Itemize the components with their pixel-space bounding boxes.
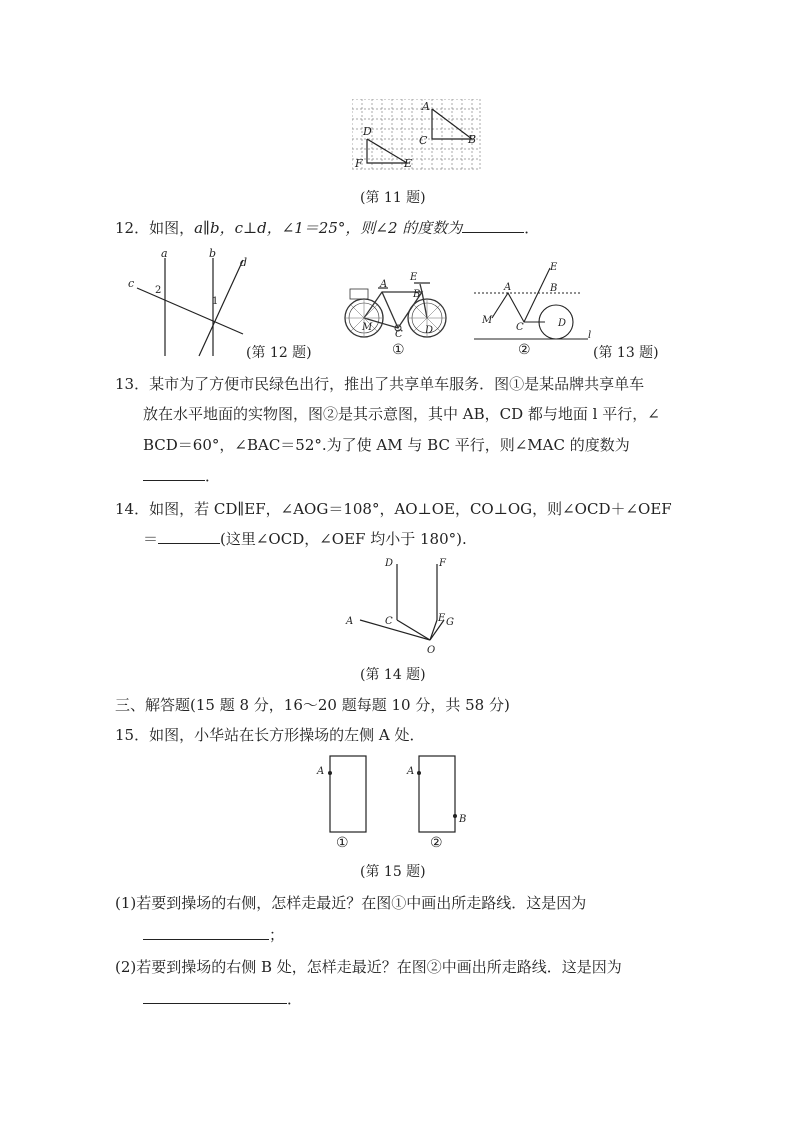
figure-13-sub2: ② [518,342,531,358]
question-number: 14． [115,500,150,518]
fig11-label-f: F [355,157,363,170]
question-number: 13． [115,375,150,393]
question-13-line4 [143,461,708,491]
figure-15-sub1: ① [336,835,349,851]
point-b [453,814,457,818]
fig12-label-d: d [240,256,248,269]
fig14-label-f: F [439,558,446,569]
ray-oa [360,620,430,640]
fig12-angle-2: 2 [155,285,162,296]
question-12-text-a: 如图， [149,219,195,237]
fig13b-label-c: C [516,322,524,333]
fig11-label-c: C [419,134,428,147]
point-a-1 [328,771,332,775]
fig13a-label-e: E [410,272,418,283]
figure-15-caption: (第 15 题) [360,864,426,880]
fig11-label-a: A [422,100,430,113]
fig13a-label-b: B [413,289,421,300]
figure-14 [340,554,465,658]
fig13b-label-m: M [482,315,493,326]
fig15-label-b: B [459,814,467,825]
question-15-part1-answer [143,920,708,950]
fig14-label-e: E [438,613,446,624]
fig14-label-o: O [427,645,436,656]
fig14-label-d: D [385,558,394,569]
question-15 [115,720,680,750]
question-12-tail: ． [524,219,540,237]
fig15-label-a1: A [317,766,325,777]
question-number: 12． [115,219,150,237]
fig13a-label-a: A [380,279,388,290]
section-3-title: 三、解答题(15 题 8 分，16～20 题每题 10 分，共 58 分) [115,696,510,714]
question-15-part2-tail: ． [287,990,303,1008]
figure-14-caption: (第 14 题) [360,667,426,683]
fig13b-label-d: D [558,318,567,329]
fig13b-label-e: E [550,262,558,273]
fig11-label-e: E [404,157,413,170]
answer-blank[interactable] [143,987,287,1004]
fig11-label-b: B [468,133,477,146]
figure-13-sub1: ① [392,342,405,358]
line-d [199,260,243,356]
fig13a-label-d: D [425,325,434,336]
question-13-line1: 某市为了方便市民绿色出行，推出了共享单车服务．图①是某品牌共享单车 [149,375,645,393]
question-15-part1: (1)若要到操场的右侧，怎样走最近？在图①中画出所走路线．这是因为 [115,894,587,912]
question-15-text: 如图，小华站在长方形操场的左侧 A 处． [149,726,425,744]
field-rect-2 [419,756,455,832]
fig13b-label-b: B [550,283,558,294]
answer-blank[interactable] [143,464,205,481]
question-15-part2-answer [143,984,708,1014]
fig12-label-a: a [161,248,168,260]
figure-15-sub2: ② [430,835,443,851]
question-15-part1-tail: ； [269,926,285,944]
question-14-line1: 如图，若 CD∥EF，∠AOG＝108°，AO⊥OE，CO⊥OG，则∠OCD＋∠OEF [149,500,672,518]
fig13b-label-l: l [588,330,592,341]
fig14-label-g: G [446,617,454,628]
question-12 [115,213,680,243]
question-14-line2 [143,524,708,554]
fig13b-label-a: A [504,282,512,293]
figure-11-caption: (第 11 题) [360,190,426,206]
answer-blank[interactable] [462,216,524,233]
question-13-line3: BCD＝60°，∠BAC＝52°.为了使 AM 与 BC 平行，则∠MAC 的度数为 [143,436,630,454]
question-14-eq: ＝ [143,530,159,548]
fig14-label-c: C [385,616,393,627]
figure-13-diagram [470,260,600,342]
fig13a-label-m: M [362,322,373,333]
fig14-label-a: A [346,616,354,627]
fig12-label-c: c [128,277,135,290]
question-13 [115,369,680,399]
figure-12-caption: (第 12 题) [246,345,312,361]
question-13-tail: ． [205,467,221,485]
question-14-line2-tail: (这里∠OCD，∠OEF 均小于 180°). [220,530,467,548]
figure-12 [125,248,255,360]
fig11-label-d: D [363,125,372,138]
fig12-angle-1: 1 [212,296,219,307]
fig13a-label-c: C [395,329,403,340]
figure-11 [352,99,482,171]
figure-13-bicycle [340,270,452,342]
question-13-line2: 放在水平地面的实物图，图②是其示意图，其中 AB，CD 都与地面 l 平行，∠ [143,405,660,423]
question-15-part2: (2)若要到操场的右侧 B 处，怎样走最近？在图②中画出所走路线．这是因为 [115,958,622,976]
fig15-label-a2: A [407,766,415,777]
figure-13-caption: (第 13 题) [593,345,659,361]
answer-blank[interactable] [143,923,269,940]
point-a-2 [417,771,421,775]
fig12-label-b: b [209,248,217,260]
question-number: 15． [115,726,150,744]
question-12-text-b: a∥b，c⊥d，∠1＝25°，则∠2 的度数为 [194,219,463,237]
question-14 [115,494,680,524]
field-rect-1 [330,756,366,832]
answer-blank[interactable] [158,527,220,544]
